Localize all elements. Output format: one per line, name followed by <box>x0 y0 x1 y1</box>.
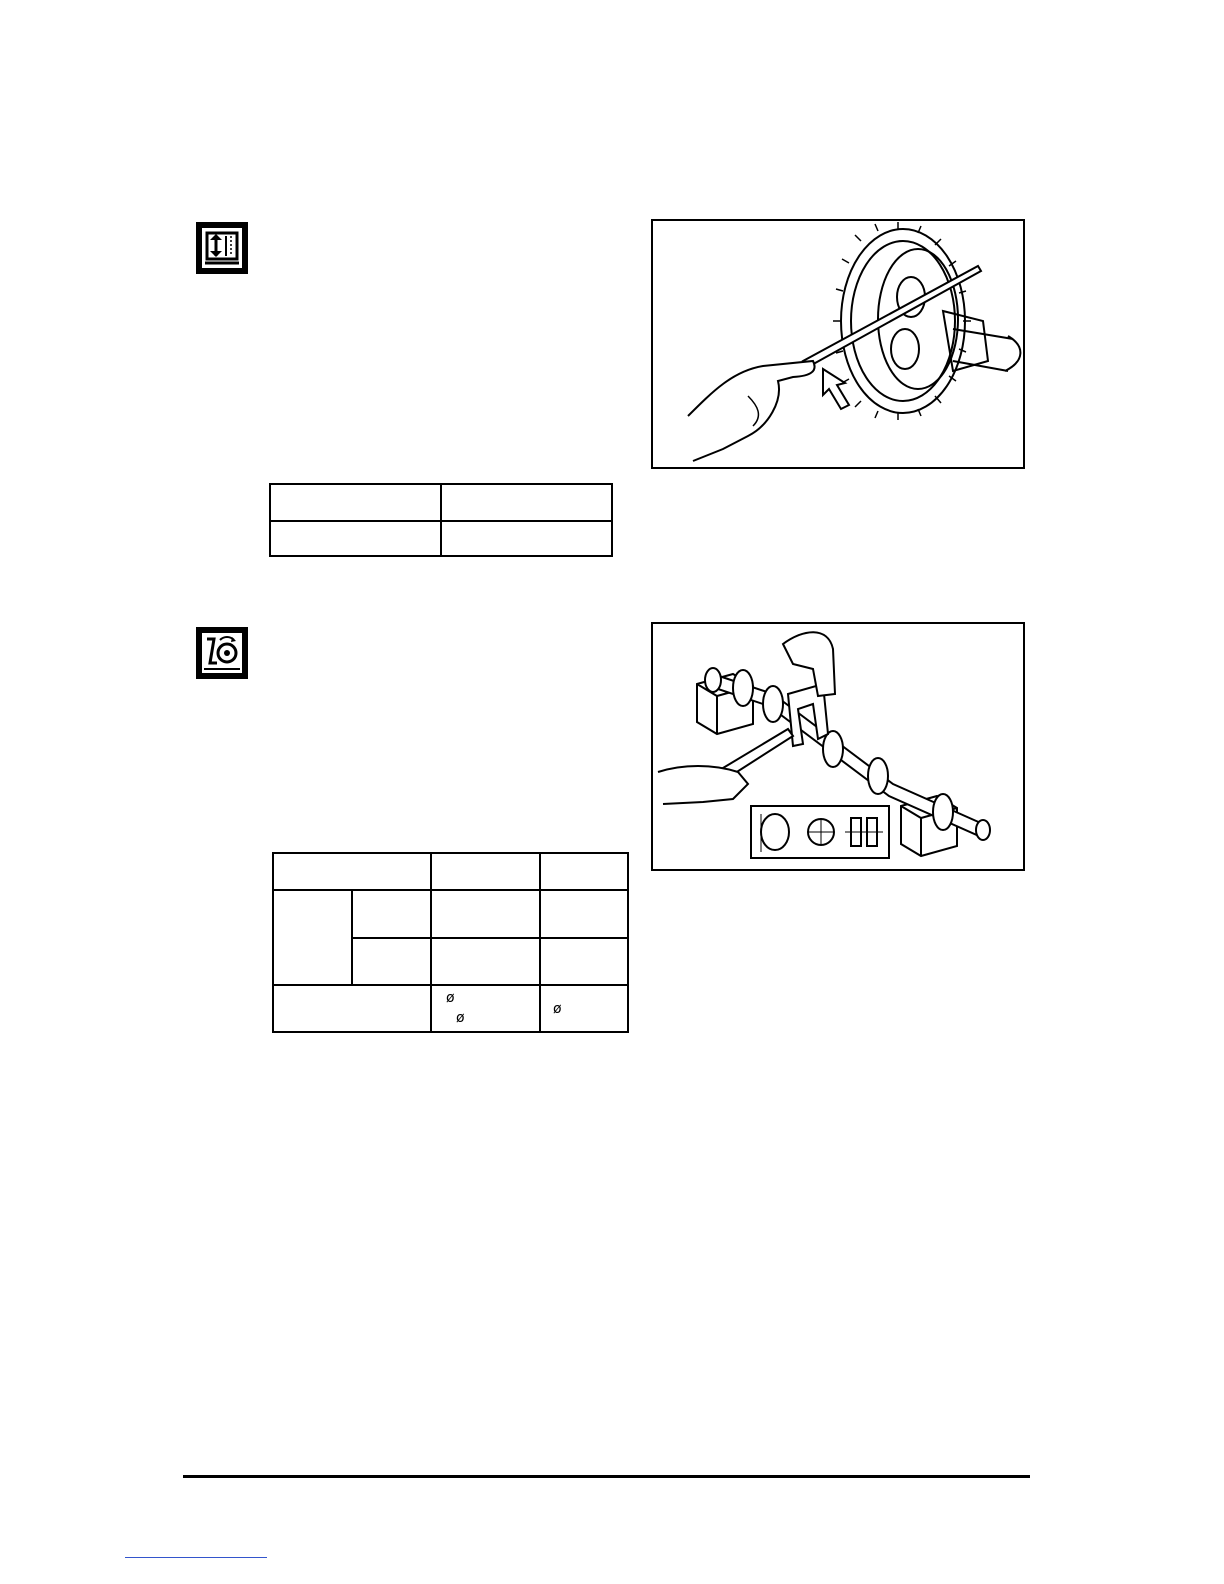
table-cell <box>352 890 431 938</box>
table-row <box>273 890 628 938</box>
table-cell <box>540 890 628 938</box>
table-cell <box>270 484 441 521</box>
table-cell <box>441 521 612 556</box>
table-cell <box>441 484 612 521</box>
table-header-cell <box>540 853 628 890</box>
table-cell <box>270 521 441 556</box>
table-cell <box>431 890 540 938</box>
table-row <box>270 484 612 521</box>
bottom-link-underline <box>125 1557 267 1558</box>
table-cell <box>273 890 352 985</box>
spec-table-1 <box>269 483 613 557</box>
table-header-cell <box>431 853 540 890</box>
table-cell <box>352 938 431 985</box>
gear-backlash-measure-icon <box>196 222 248 274</box>
table-row <box>270 521 612 556</box>
table-cell <box>540 938 628 985</box>
table-row <box>273 853 628 890</box>
feeler-gauge-figure <box>651 219 1025 469</box>
table-cell <box>431 985 540 1032</box>
table-row <box>273 985 628 1032</box>
table-cell <box>273 985 431 1032</box>
camshaft-micrometer-figure <box>651 622 1025 871</box>
table-cell <box>540 985 628 1032</box>
diameter-symbol: ø <box>553 1000 562 1017</box>
table-header-cell <box>273 853 431 890</box>
diameter-symbol: ø <box>456 1010 465 1026</box>
spec-table-2 <box>272 852 629 1033</box>
micrometer-measure-icon <box>196 627 248 679</box>
diameter-symbol: ø <box>446 990 455 1006</box>
footer-rule <box>183 1475 1030 1478</box>
table-cell <box>431 938 540 985</box>
